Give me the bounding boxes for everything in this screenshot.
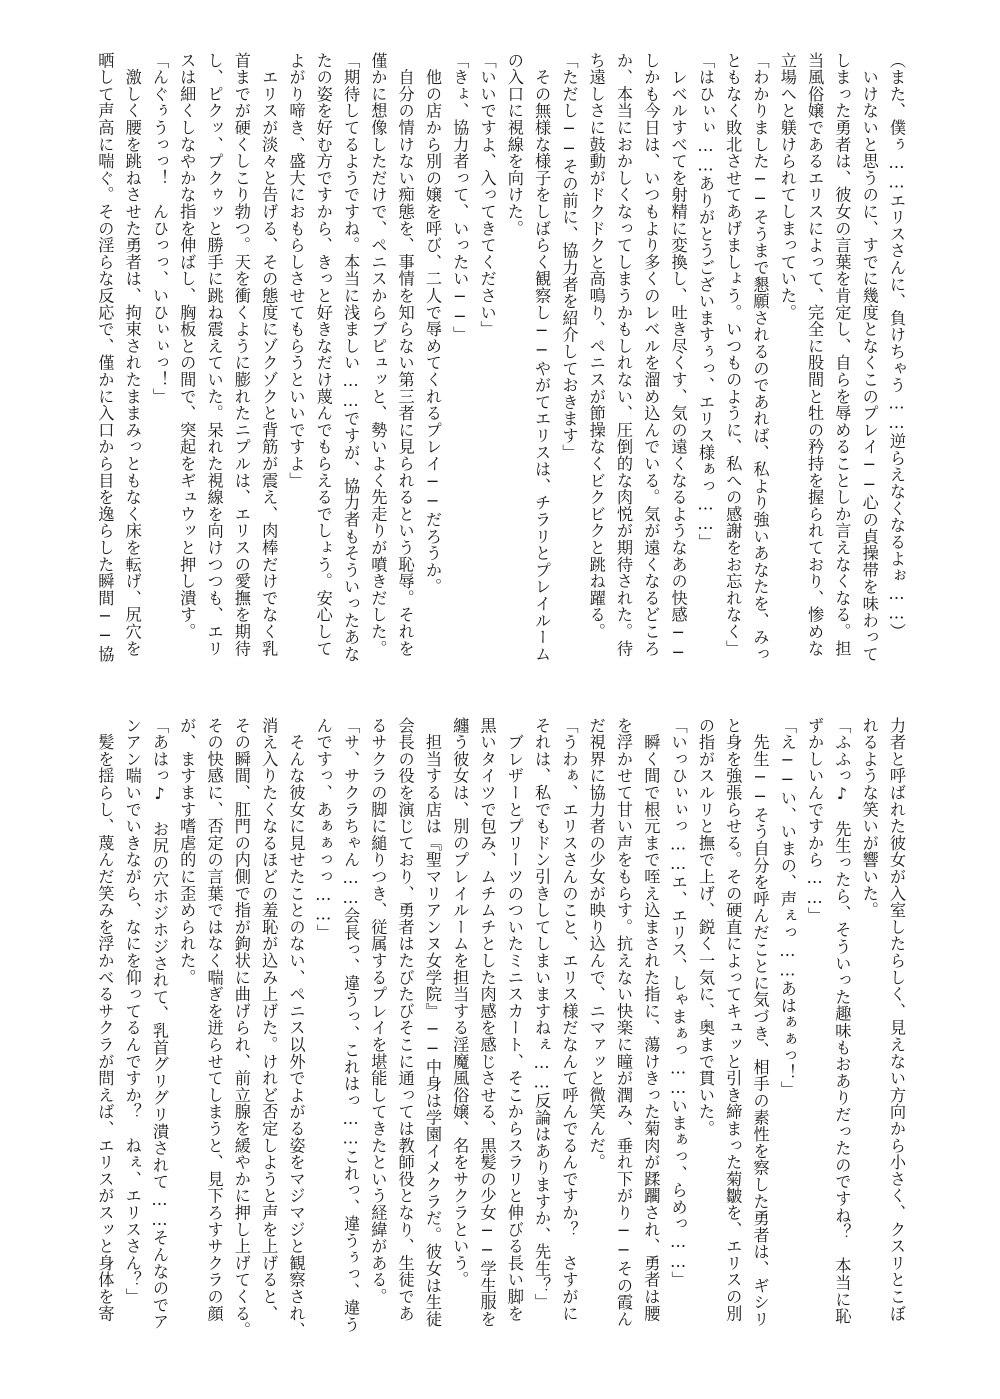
lower-text-line: 黒いタイツで包み、ムチムチとした肉感を感じさせる、黒髪の少女──学生服を <box>477 717 497 1328</box>
upper-text-line: の入口に視線を向けた。 <box>504 52 524 237</box>
upper-text-line: いけないと思うのに、すでに幾度となくこのプレイ──心の貞操帯を味わって <box>859 52 879 663</box>
lower-text-line: その瞬間、肛門の内側で指が鉤状に曲げられ、前立腺を緩やかに押し上げてくる。 <box>231 717 251 1339</box>
upper-text-line: 自分の情けない痴態を、事情を知らない第三者に見られるという恥辱。それを <box>395 52 415 657</box>
lower-text-line: それは、私でもドン引きしてしまいますねぇ……反論はありますか、先生？」 <box>532 717 552 1311</box>
lower-text-line: だ視界に協力者の少女が映り込んで、ニマァッと微笑んだ。 <box>586 717 606 1171</box>
upper-text-line: し、ピクッ、プクゥッと勝手に跳ね震えていた。呆れた視線を向けつつも、エリ <box>204 52 224 657</box>
upper-text-line: 「んぐぅうっっ！ んひっっ、いひぃぃっ！」 <box>149 52 169 405</box>
lower-text-line: 「え──い、いまの、声ぇっ……あはぁぁっ！」 <box>777 717 797 1098</box>
lower-text-line: れるような笑いが響いた。 <box>859 717 879 919</box>
upper-text-line: 立場へと躾けられてしまっていた。 <box>777 52 797 321</box>
lower-text-line: 瞬く間で根元まで咥え込まされた指に、蕩けきった菊肉が蹂躙され、勇者は腰 <box>641 717 661 1322</box>
lower-text-line: 「サ、サクラちゃん……会長っ、違うっ、これはっ……これっ、違うぅっ、違う <box>341 717 361 1333</box>
upper-text-line: よがり啼き、盛大におもらしさせてもらうといいですよ」 <box>286 52 306 489</box>
upper-text-line: 晒して声高に喘ぐ。その淫らな反応で、僅かに入口から目を逸らした瞬間──協 <box>95 52 115 663</box>
upper-text-line: 激しく腰を跳ねさせた勇者は、拘束されたままみっともなく床を転げ、尻穴を <box>122 52 142 657</box>
upper-text-line: その無様な様子をしばらく観察し──やがてエリスは、チラリとプレイルーム <box>532 52 552 663</box>
upper-text-line: 「いいですよ、入ってきてください」 <box>477 52 497 338</box>
lower-text-line: そんな彼女に見せたことのない、ペニス以外でよがる姿をマジマジと観察され、 <box>286 717 306 1339</box>
lower-text-line: んですっ、あぁぁっっ……」 <box>313 717 333 941</box>
upper-text-line: 当風俗嬢であるエリスによって、完全に股間と牡の矜持を握られており、惨めな <box>805 52 825 657</box>
lower-text-line: 「ふふっ♪ 先生ったら、そういった趣味もおありだったのですね？ 本当に恥 <box>832 717 852 1325</box>
upper-text-line: 「ただし──その前に、協力者を紹介しておきます」 <box>559 52 579 461</box>
upper-text-line: 「きょ、協力者って、いったい──」 <box>450 52 470 344</box>
lower-text-line: 髪を揺らし、蔑んだ笑みを浮かべるサクラが問えば、エリスがスッと身体を寄 <box>95 717 115 1322</box>
lower-text-line: 担当する店は『聖マリアンヌ女学院』──中身は学園イメクラだ。彼女は生徒 <box>422 717 442 1328</box>
upper-text-line: 僅かに想像しただけで、ペニスからブピュッと、勢いよく先走りが噴きだした。 <box>368 52 388 657</box>
upper-text-line: しかも今日は、いつもより多くのレベルを溜め込んでいる。気が遠くなるどころ <box>641 52 661 657</box>
lower-text-line: 消え入りたくなるほどの羞恥が込み上げた。けれど否定しようと声を上げると、 <box>259 717 279 1322</box>
lower-text-line: ずかしいんですから……」 <box>805 717 825 925</box>
lower-text-line: を浮かせて甘い声をもらす。抗えない快楽に瞳が潤み、垂れ下がり──その霞ん <box>614 717 634 1328</box>
upper-text-line: か、本当におかしくなってしまうかもしれない、圧倒的な肉悦が期待された。待 <box>614 52 634 657</box>
lower-text-line: 先生──そう自分を呼んだことに気づき、相手の素性を察した勇者は、ギシリ <box>750 717 770 1328</box>
lower-text-line: 「うわぁ、エリスさんのこと、エリス様だなんて呼んでるんですか？ さすがに <box>559 717 579 1322</box>
lower-text-line: が、ますます嗜虐的に歪められた。 <box>177 717 197 986</box>
text-block-lower <box>80 717 910 1349</box>
upper-text-line: エリスが淡々と告げる、その態度にゾクゾクと背筋が震え、肉棒だけでなく乳 <box>259 52 279 657</box>
text-block-upper <box>80 52 910 682</box>
lower-text-line: ブレザーとプリーツのついたミニスカート、そこからスラリと伸びる長い脚を <box>504 717 524 1322</box>
upper-text-line: （また、僕ぅ……エリスさんに、負けちゃう……逆らえなくなるよぉ……） <box>887 52 906 640</box>
upper-text-line: ともなく敗北させてあげましょう。いつものように、私への感謝をお忘れなく」 <box>723 52 743 657</box>
lower-text-line: 「あはっ♪ お尻の穴ホジホジされて、乳首グリグリ潰されて……そんなのでア <box>149 717 169 1331</box>
lower-text-line: の指がスルリと撫で上げ、鋭く一気に、奥まで貫いた。 <box>695 717 715 1137</box>
upper-text-line: スは細くしなやかな指を伸ばし、胸板との間で、突起をギュウッと押し潰す。 <box>177 52 197 640</box>
upper-text-line: レベルすべてを射精に変換し、吐き尽くす、気の遠くなるようなあの快感── <box>668 52 688 663</box>
lower-text-line: ンアン喘いでいきながら、なにを仰ってるんですか？ ねぇ、エリスさん？」 <box>122 717 142 1305</box>
lower-text-line: 力者と呼ばれた彼女が入室したらしく、見えない方向から小さく、クスリとこぼ <box>887 717 906 1322</box>
upper-text-line: しまった勇者は、彼女の言葉を肯定し、自らを辱めることしか言えなくなる。担 <box>832 52 852 657</box>
upper-text-line: 他の店から別の嬢を呼び、二人で辱めてくれるプレイ──だろうか。 <box>422 52 442 596</box>
upper-text-line: 「わかりました──そうまで懇願されるのであれば、私より強いあなたを、みっ <box>750 52 770 663</box>
upper-text-line: 首までが硬くしこり勃つ。天を衝くように膨れたニプルは、エリスの愛撫を期待 <box>231 52 251 657</box>
lower-text-line: るサクラの脚に縋りつき、従属するプレイを堪能してきたという経緯がある。 <box>368 717 388 1305</box>
upper-text-line: たの姿を好む方ですから、きっと好きなだけ蔑んでもらえるでしょう。安心して <box>313 52 333 657</box>
lower-text-line: その快感に、否定の言葉ではなく喘ぎを迸らせてしまうと、見下ろすサクラの顔 <box>204 717 224 1322</box>
upper-text-line: 「期待してるようですね。本当に浅ましい……ですが、協力者もそういったあな <box>341 52 361 663</box>
lower-text-line: 「いっひぃぃっ……エ、エリス、しゃまぁっ……いまぁっ、らめっ……」 <box>668 717 688 1289</box>
lower-text-line: 纏う彼女は、別のプレイルームを担当する淫魔風俗嬢、名をサクラという。 <box>450 717 470 1289</box>
upper-text-line: 「はひぃぃ……ありがとうございますぅっ、エリス様ぁっ……」 <box>695 52 715 551</box>
lower-text-line: と身を強張らせる。その硬直によってキュッと引き締まった菊皺を、エリスの別 <box>723 717 743 1322</box>
lower-text-line: 会長の役を演じており、勇者はたびたびそこに通っては教師役となり、生徒であ <box>395 717 415 1322</box>
upper-text-line: ち遠しさに鼓動がドクドクと高鳴り、ペニスが節操なくビクビクと跳ね躍る。 <box>586 52 606 640</box>
